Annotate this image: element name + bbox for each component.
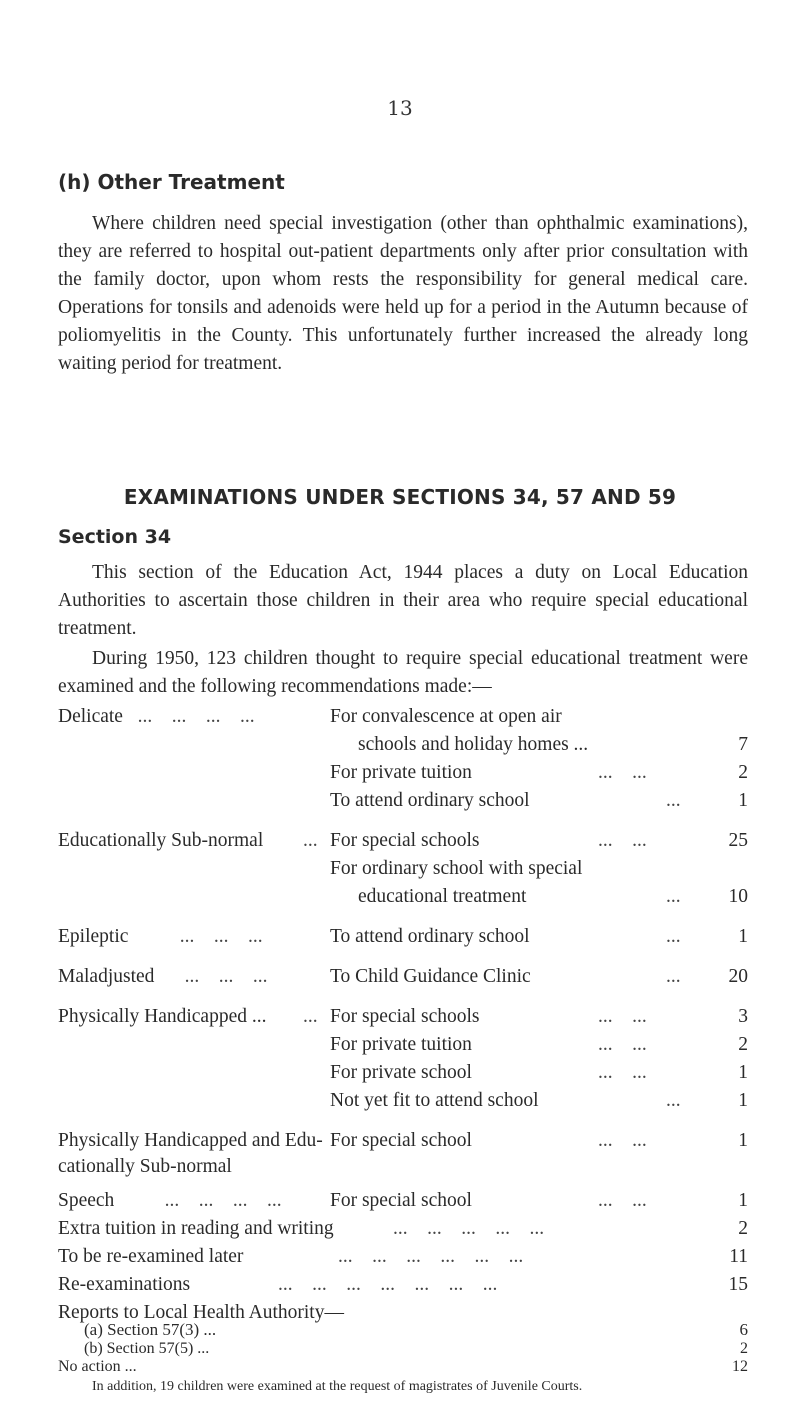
recommendation: Not yet fit to attend school — [330, 1090, 539, 1111]
recommendation: To attend ordinary school — [330, 790, 530, 811]
category-esn: Educationally Sub-normal — [58, 830, 264, 851]
category-delicate: Delicate ... ... ... ... — [58, 706, 255, 727]
count: 2 — [738, 762, 748, 783]
recommendation: For special school — [330, 1130, 472, 1151]
table-row: Re-examinations ... ... ... ... ... ... ... 15 — [58, 1274, 748, 1295]
table-row: Maladjusted ... ... ... To Child Guidance Clinic ... 20 — [58, 966, 748, 987]
recommendation: To Child Guidance Clinic — [330, 966, 531, 987]
count: 1 — [738, 790, 748, 811]
table-row: For private tuition ... ... 2 — [330, 1034, 748, 1055]
category-maladjusted: Maladjusted — [58, 966, 155, 987]
table-row: Educationally Sub-normal ... For special schools ... ... 25 — [58, 830, 748, 851]
no-action: No action ... — [58, 1358, 137, 1375]
count: 1 — [738, 1130, 748, 1151]
count: 20 — [728, 966, 748, 987]
other-treatment-paragraph: Where children need special investigation (other than ophthalmic examinations), they are referred to hospital out-patient departments only after prior consultation with the family doctor, upon whom rests the responsibility for general medical care. Operations for tonsils and adenoids were held up for a period in the Autumn because of poliomyelitis in the County. This unfortunately further increased the already long waiting period for treatment. — [58, 213, 748, 374]
recommendation: For special schools — [330, 1006, 480, 1027]
recommendation: For special schools — [330, 830, 480, 851]
category-ph-esn-cont: cationally Sub-normal — [58, 1156, 232, 1177]
page-number: 13 — [387, 96, 413, 120]
count: 1 — [738, 1090, 748, 1111]
category-ph-esn: Physically Handicapped and Edu- — [58, 1130, 323, 1151]
count: 3 — [738, 1006, 748, 1027]
count: 25 — [728, 830, 748, 851]
table-row: Not yet fit to attend school ... 1 — [330, 1090, 748, 1111]
other-treatment-heading: (h) Other Treatment — [58, 170, 285, 194]
table-row: For private tuition ... ... 2 — [330, 762, 748, 783]
table-row — [58, 1340, 748, 1358]
count: 2 — [738, 1034, 748, 1055]
table-row — [58, 1320, 748, 1340]
reports-heading: Reports to Local Health Authority— — [58, 1302, 344, 1323]
category-physically-handicapped: Physically Handicapped ... — [58, 1006, 267, 1027]
count: 2 — [740, 1340, 748, 1357]
count: 1 — [738, 1062, 748, 1083]
recommendation: schools and holiday homes ... — [358, 734, 589, 755]
section-34-paragraph: This section of the Education Act, 1944 places a duty on Local Education Authorities to ascertain those children in their area who require special educational treatment. — [58, 562, 748, 639]
report-b: (b) Section 57(5) ... — [84, 1340, 210, 1357]
recommendation: educational treatment — [358, 886, 527, 907]
category-speech: Speech — [58, 1190, 115, 1211]
table-row — [58, 1358, 748, 1376]
table-row: Extra tuition in reading and writing ... ... ... ... ... 2 — [58, 1218, 748, 1239]
count: 12 — [732, 1358, 748, 1375]
category-epileptic: Epileptic — [58, 926, 129, 947]
count: 7 — [738, 734, 748, 755]
table-row: To be re-examined later ... ... ... ... ... ... 11 — [58, 1246, 748, 1267]
to-be-re-examined: To be re-examined later — [58, 1246, 244, 1267]
recommendation: To attend ordinary school — [330, 926, 530, 947]
table-row: To attend ordinary school ... 1 — [330, 790, 748, 811]
table-row — [58, 734, 748, 764]
table-row: Physically Handicapped ... ... For special schools ... ... 3 — [58, 1006, 748, 1027]
recommendation: For convalescence at open air — [330, 706, 562, 727]
examinations-heading: EXAMINATIONS UNDER SECTIONS 34, 57 AND 59 — [123, 485, 677, 509]
recommendation: For ordinary school with special — [330, 858, 583, 879]
section-34-heading: Section 34 — [58, 526, 172, 548]
table-row: Physically Handicapped and Edu- For special school ... ... 1 — [58, 1130, 748, 1151]
report-a: (a) Section 57(3) ... — [84, 1320, 217, 1339]
table-row: For private school ... ... 1 — [330, 1062, 748, 1083]
count: 1 — [738, 926, 748, 947]
table-row: educational treatment ... 10 — [358, 886, 748, 907]
table-row — [58, 858, 748, 888]
table-row: Speech ... ... ... ... For special school ... ... 1 — [58, 1190, 748, 1211]
count: 2 — [738, 1218, 748, 1239]
table-row — [58, 706, 748, 736]
footer-paragraph: In addition, 19 children were examined at the request of magistrates of Juvenile Courts. — [92, 1379, 583, 1394]
count: 15 — [728, 1274, 748, 1295]
section-34-paragraph-2: During 1950, 123 children thought to require special educational treatment were examined and the following recommendations made:— — [58, 648, 748, 697]
count: 11 — [729, 1246, 748, 1267]
recommendation: For private tuition — [330, 1034, 472, 1055]
recommendation: For special school — [330, 1190, 472, 1211]
re-examinations: Re-examinations — [58, 1274, 191, 1295]
recommendation: For private tuition — [330, 762, 472, 783]
table-row — [58, 1156, 748, 1186]
count: 6 — [739, 1320, 748, 1339]
extra-tuition: Extra tuition in reading and writing — [58, 1218, 334, 1239]
count: 1 — [738, 1190, 748, 1211]
count: 10 — [728, 886, 748, 907]
recommendation: For private school — [330, 1062, 472, 1083]
table-row: Epileptic ... ... ... To attend ordinary school ... 1 — [58, 926, 748, 947]
